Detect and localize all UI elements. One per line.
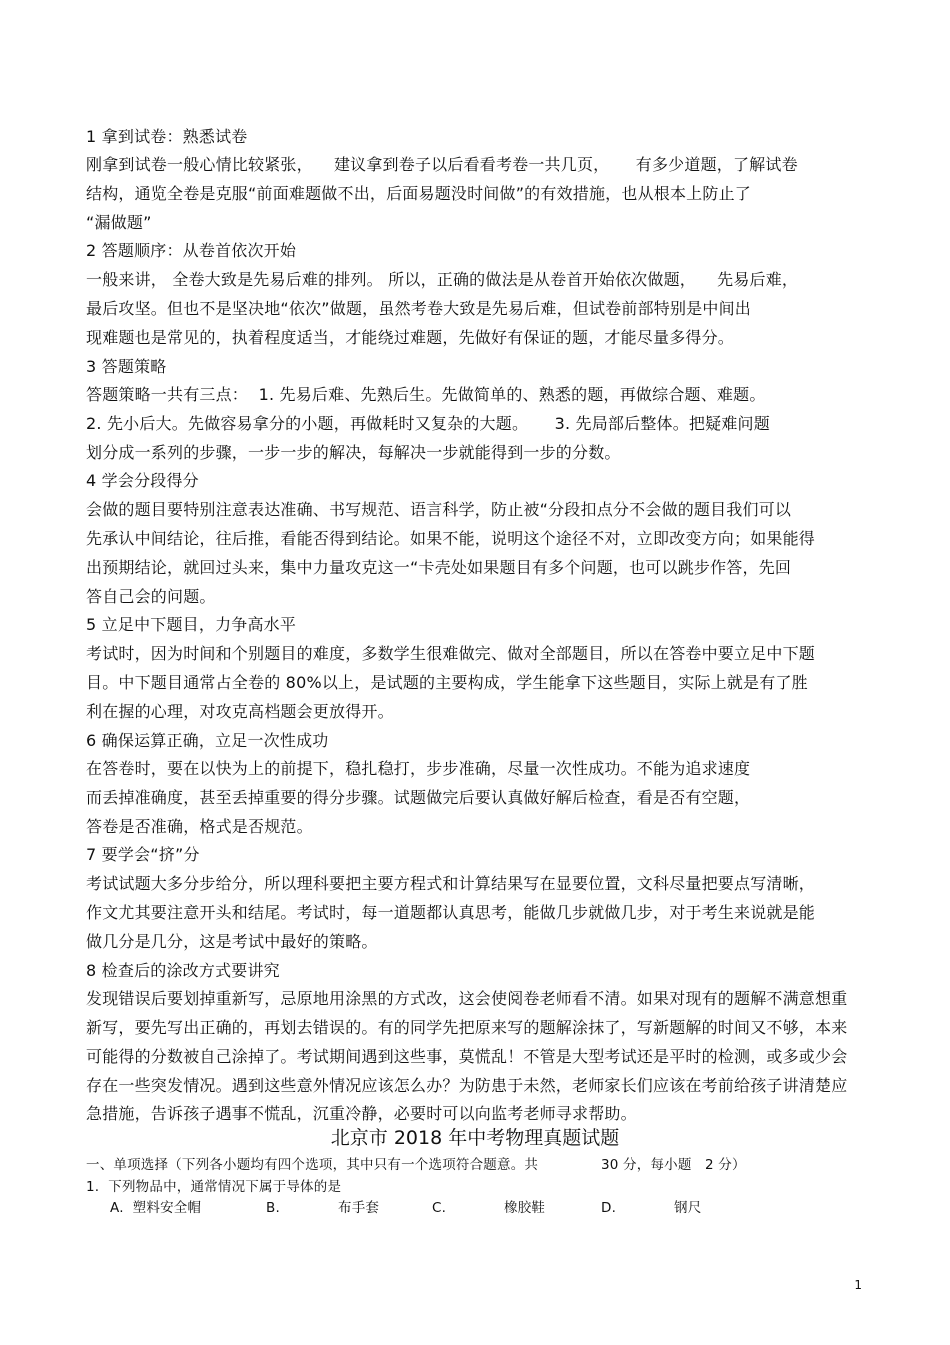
option-d-text: 钢尺 [674,1200,702,1216]
tip-line: “漏做题” [86,213,152,232]
tip-line: 答题策略一共有三点： 1. 先易后难、先熟后生。先做简单的、熟悉的题，再做综合题、难题。 [86,385,766,404]
section-instructions: 一、单项选择（下列各小题均有四个选项，其中只有一个选项符合题意。共 30 分，每小题 2 分） [86,1157,746,1173]
tip-line: 会做的题目要特别注意表达准确、书写规范、语言科学，防止被“分段扣点分不会做的题目我们可以 [86,500,792,519]
tip-line: 2. 先小后大。先做容易拿分的小题，再做耗时又复杂的大题。 3. 先局部后整体。把疑难问题 [86,414,770,433]
tip-line: 存在一些突发情况。遇到这些意外情况应该怎么办？为防患于未然，老师家长们应该在考前给孩子讲清楚应 [86,1076,848,1095]
tip-line: 3 答题策略 [86,357,167,376]
tip-line: 新写，要先写出正确的，再划去错误的。有的同学先把原来写的题解涂抹了，写新题解的时间又不够，本来 [86,1018,848,1037]
tip-line: 先承认中间结论，往后推，看能否得到结论。如果不能，说明这个途径不对，立即改变方向；如果能得 [86,529,816,548]
question-1: 1. 下列物品中，通常情况下属于导体的是 [86,1179,342,1195]
tip-line: 考试试题大多分步给分，所以理科要把主要方程式和计算结果写在显要位置，文科尽量把要点写清晰， [86,874,816,893]
tip-line: 利在握的心理，对攻克高档题会更放得开。 [86,702,394,721]
tip-line: 答自己会的问题。 [86,587,216,606]
tip-line: 发现错误后要划掉重新写，忌原地用涂黑的方式改，这会使阅卷老师看不清。如果对现有的题解不满意想重 [86,989,848,1008]
tip-line: 做几分是几分，这是考试中最好的策略。 [86,932,378,951]
page-number: 1 [854,1278,862,1292]
tip-line: 考试时，因为时间和个别题目的难度，多数学生很难做完、做对全部题目，所以在答卷中要立足中下题 [86,644,816,663]
tip-line: 答卷是否准确，格式是否规范。 [86,817,313,836]
tip-line: 而丢掉准确度，甚至丢掉重要的得分步骤。试题做完后要认真做好解后检查，看是否有空题， [86,788,751,807]
tip-line: 急措施，告诉孩子遇事不慌乱，沉重冷静，必要时可以向监考老师寻求帮助。 [86,1104,637,1123]
tip-line: 可能得的分数被自己涂掉了。考试期间遇到这些事，莫慌乱！不管是大型考试还是平时的检测，或多或少会 [86,1047,848,1066]
tip-line: 作文尤其要注意开头和结尾。考试时，每一道题都认真思考，能做几步就做几步，对于考生来说就是能 [86,903,816,922]
tip-line: 8 检查后的涂改方式要讲究 [86,961,280,980]
option-c-text: 橡胶鞋 [504,1200,546,1216]
tip-line: 目。中下题目通常占全卷的 80%以上，是试题的主要构成，学生能拿下这些题目，实际上就是有了胜 [86,673,808,692]
option-b-text: 布手套 [338,1200,380,1216]
tip-line: 划分成一系列的步骤，一步一步的解决，每解决一步就能得到一步的分数。 [86,443,621,462]
option-c-label: C. [432,1200,447,1216]
exam-title: 北京市 2018 年中考物理真题试题 [330,1127,620,1149]
tip-line: 4 学会分段得分 [86,471,199,490]
tip-line: 刚拿到试卷一般心情比较紧张， 建议拿到卷子以后看看考卷一共几页， 有多少道题，了解试卷 [86,155,798,174]
tip-line: 现难题也是常见的，执着程度适当，才能绕过难题，先做好有保证的题，才能尽量多得分。 [86,328,735,347]
tip-line: 最后攻坚。但也不是坚决地“依次”做题，虽然考卷大致是先易后难，但试卷前部特别是中间出 [86,299,751,318]
option-a: A. 塑料安全帽 [110,1200,202,1216]
tip-line: 1 拿到试卷：熟悉试卷 [86,127,248,146]
tip-line: 出预期结论，就回过头来，集中力量攻克这一“卡壳处如果题目有多个问题，也可以跳步作答，先回 [86,558,792,577]
tip-line: 结构，通览全卷是克服“前面难题做不出，后面易题没时间做”的有效措施，也从根本上防止了 [86,184,751,203]
tip-line: 6 确保运算正确，立足一次性成功 [86,731,329,750]
option-b-label: B. [266,1200,280,1216]
tip-line: 2 答题顺序：从卷首依次开始 [86,241,297,260]
option-d-label: D. [601,1200,617,1216]
tip-line: 在答卷时，要在以快为上的前提下，稳扎稳打，步步准确，尽量一次性成功。不能为追求速度 [86,759,751,778]
tip-line: 7 要学会“挤”分 [86,845,200,864]
tip-line: 5 立足中下题目，力争高水平 [86,615,297,634]
tip-line: 一般来讲， 全卷大致是先易后难的排列。 所以，正确的做法是从卷首开始依次做题， 先易后难， [86,270,799,289]
